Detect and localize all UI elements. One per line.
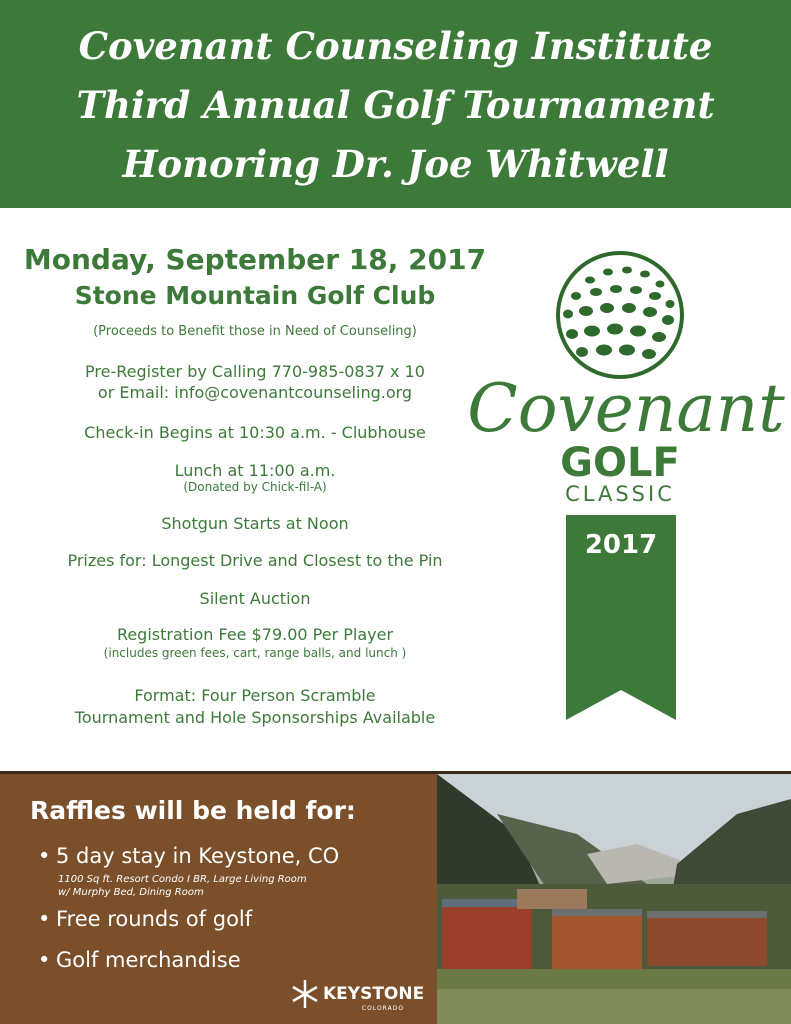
header-title-line3: Honoring Dr. Joe Whitwell (122, 142, 669, 186)
covenant-golf-logo (467, 248, 785, 723)
raffle-item-merchandise: • Golf merchandise (38, 948, 241, 972)
keystone-resort-photo (437, 774, 791, 1024)
tournament-format: Format: Four Person Scramble (134, 686, 376, 705)
silent-auction: Silent Auction (199, 589, 311, 608)
logo-golf-text: GOLF (560, 440, 680, 486)
raffle-item-keystone: • 5 day stay in Keystone, CO (38, 844, 340, 868)
raffle-item-label: Golf merchandise (56, 948, 241, 972)
raffle-item-label: Free rounds of golf (56, 907, 253, 931)
proceeds-note: (Proceeds to Benefit those in Need of Counseling) (93, 324, 417, 339)
register-phone: Pre-Register by Calling 770-985-0837 x 10 (85, 362, 425, 381)
keystone-wordmark: KEYSTONE (323, 984, 425, 1004)
logo-script-text: Covenant (467, 370, 785, 447)
raffle-title: Raffles will be held for: (30, 796, 356, 825)
register-email[interactable]: or Email: info@covenantcounseling.org (97, 383, 413, 402)
golf-ball-icon (558, 253, 682, 377)
logo-year-text: 2017 (584, 530, 658, 560)
sponsorships: Tournament and Hole Sponsorships Available (74, 708, 436, 727)
raffle-item-label: 5 day stay in Keystone, CO (56, 844, 340, 868)
header-title-line1: Covenant Counseling Institute (78, 24, 713, 68)
registration-fee: Registration Fee $79.00 Per Player (116, 625, 394, 644)
shotgun-start: Shotgun Starts at Noon (161, 514, 349, 533)
raffle-item-golf-rounds: • Free rounds of golf (38, 907, 253, 931)
lunch-time: Lunch at 11:00 a.m. (174, 461, 336, 480)
keystone-logo (290, 975, 430, 1015)
event-venue: Stone Mountain Golf Club (74, 281, 436, 310)
keystone-subtitle: COLORADO (361, 1005, 405, 1012)
snowflake-icon (293, 980, 317, 1008)
fee-note: (includes green fees, cart, range balls, and lunch ) (103, 646, 407, 660)
raffle-item-detail: w/ Murphy Bed, Dining Room (58, 887, 204, 898)
header-title-line2: Third Annual Golf Tournament (76, 83, 715, 127)
logo-classic-text: CLASSIC (565, 482, 675, 506)
checkin-time: Check-in Begins at 10:30 a.m. - Clubhouse (84, 423, 426, 442)
prizes: Prizes for: Longest Drive and Closest to the Pin (67, 551, 443, 570)
raffle-item-detail: 1100 Sq ft. Resort Condo I BR, Large Living Room (58, 874, 307, 885)
event-date: Monday, September 18, 2017 (23, 243, 487, 276)
lunch-note: (Donated by Chick-fil-A) (183, 480, 327, 494)
